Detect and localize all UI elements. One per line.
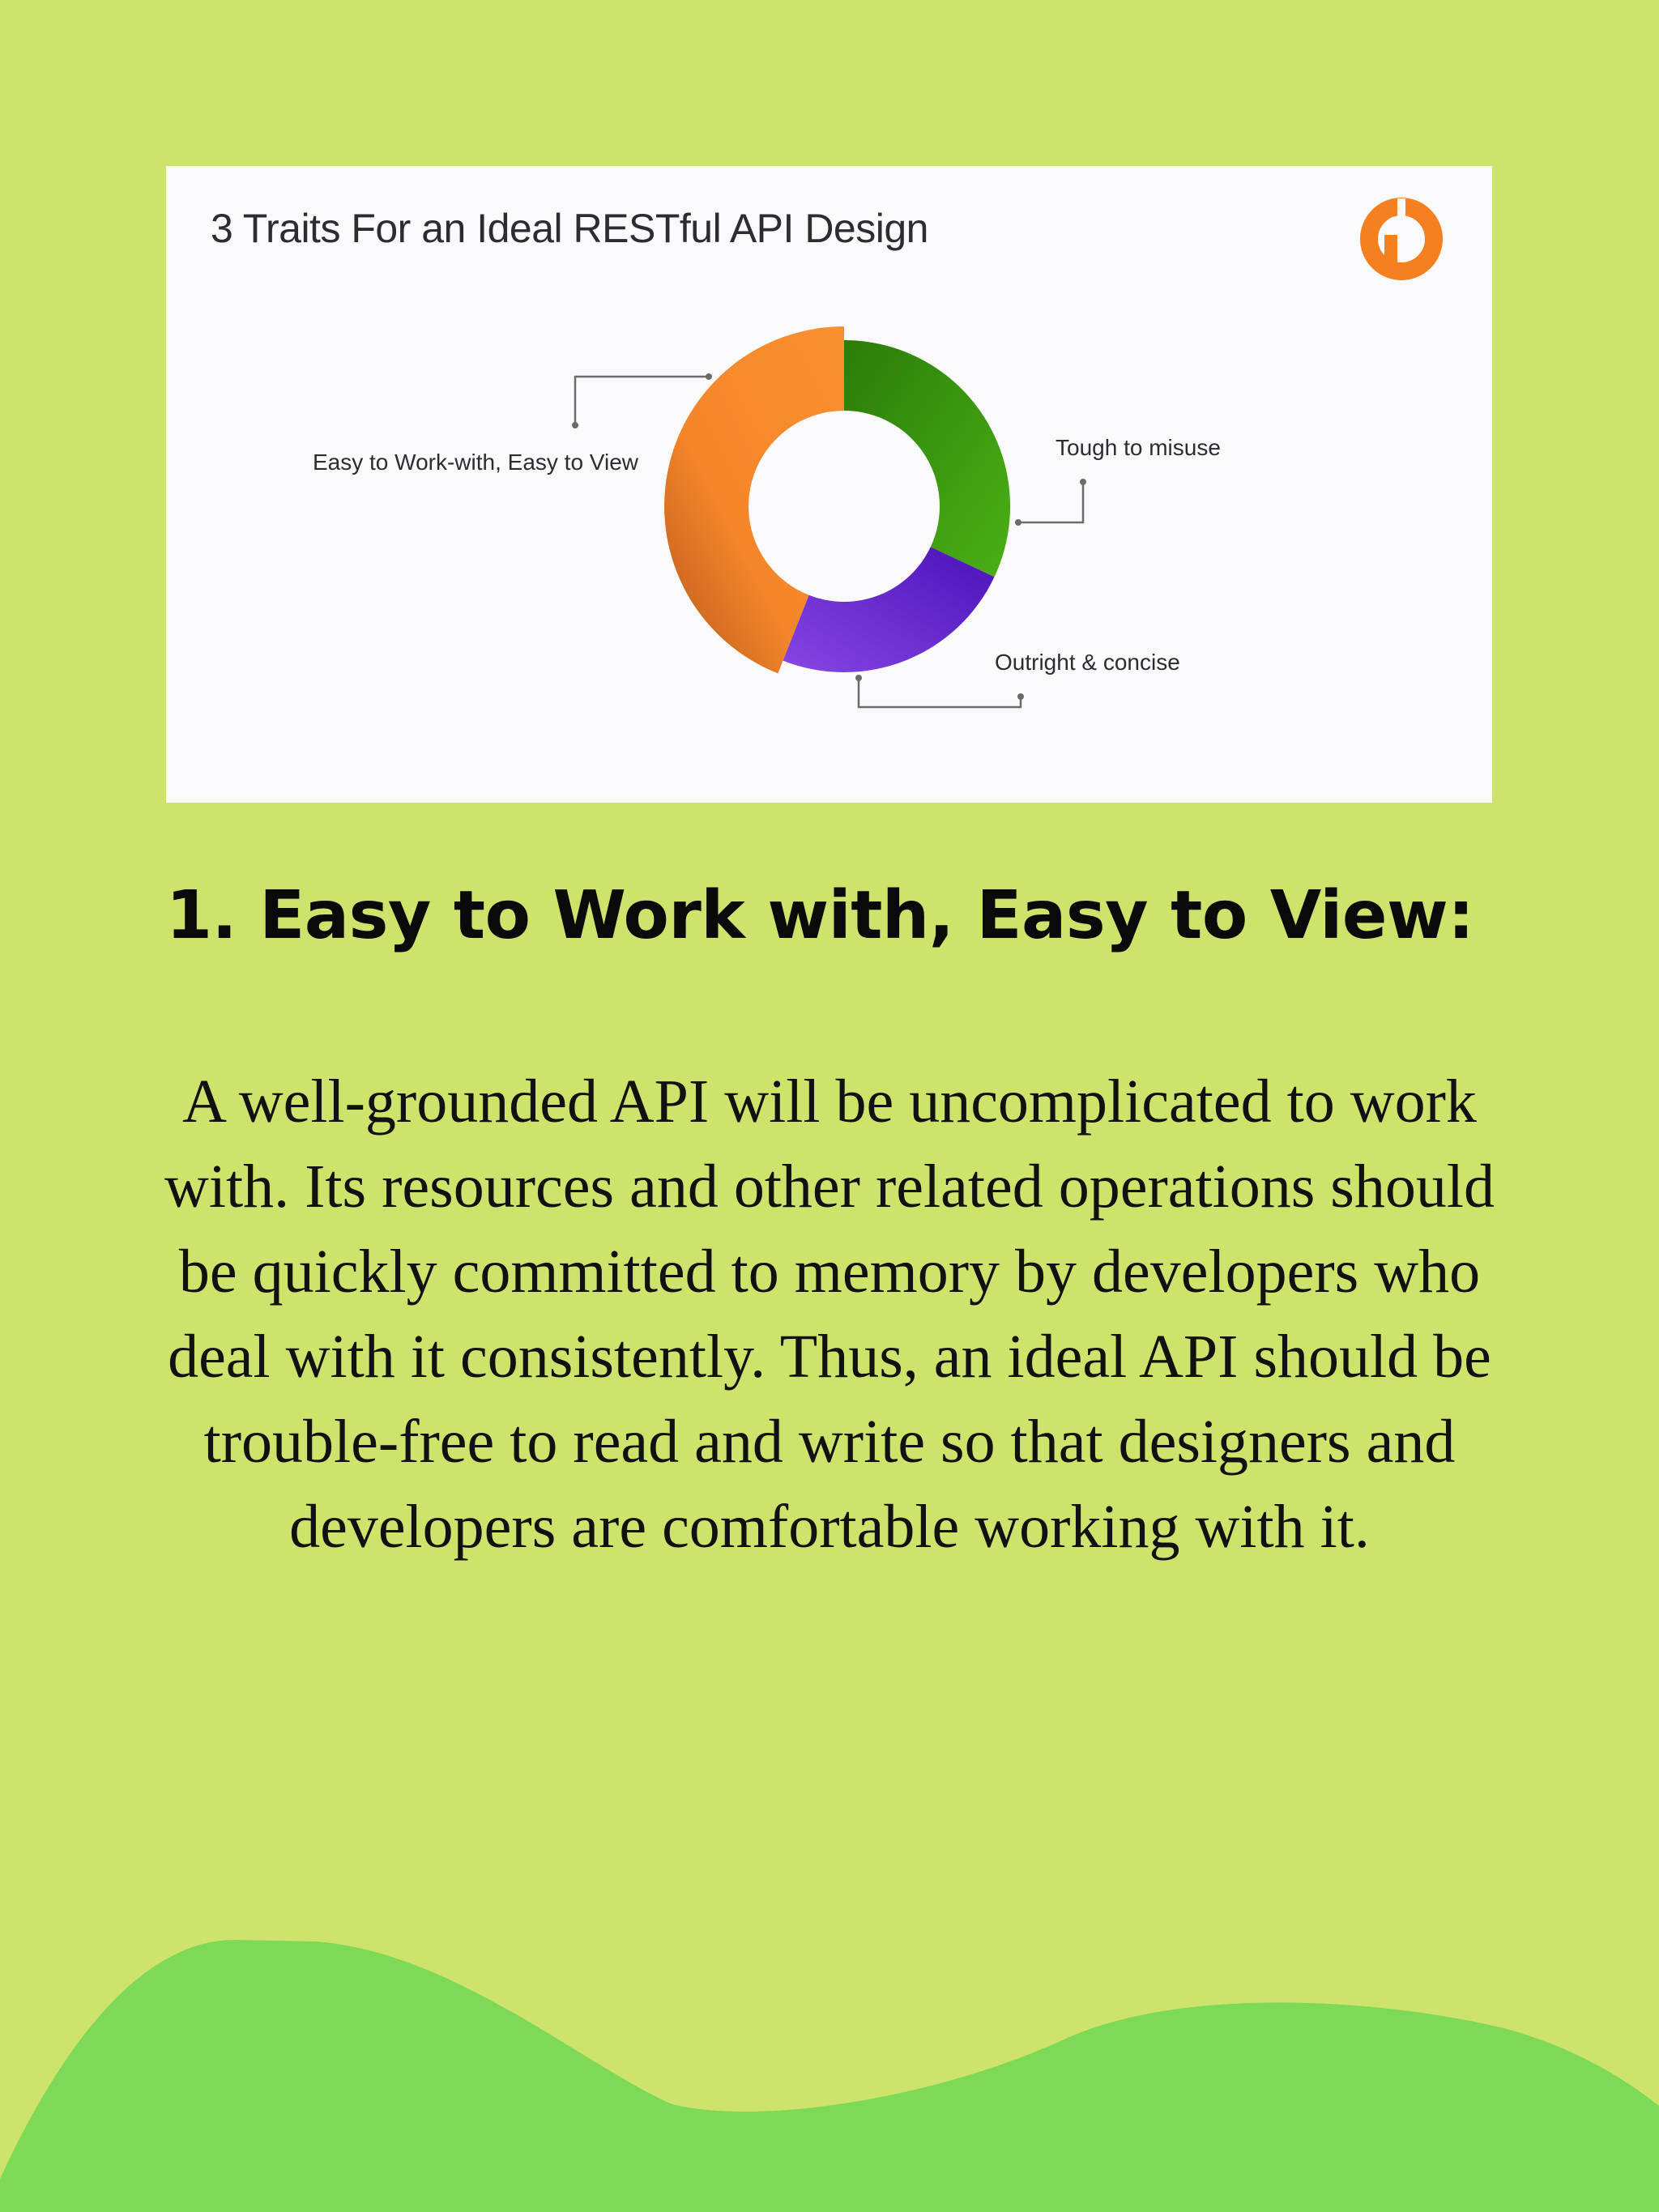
section-heading: 1. Easy to Work with, Easy to View: — [166, 877, 1474, 954]
chart-card — [166, 166, 1492, 803]
slice-label-outright: Outright & concise — [995, 650, 1180, 675]
slice-label-tough: Tough to misuse — [1056, 435, 1221, 460]
slice-label-easy: Easy to Work-with, Easy to View — [313, 450, 638, 475]
chart-title: 3 Traits For an Ideal RESTful API Design — [211, 206, 928, 251]
donut-chart — [166, 166, 1492, 803]
slice-tough-to-misuse — [844, 340, 1010, 577]
slice-outright-concise — [783, 547, 995, 672]
body-paragraph: A well-grounded API will be uncomplicated to work with. Its resources and other related operations should be quickly committed to memory by developers who deal with it consistently. Thus, an ideal API should be trouble-free to read and write so that designers and developers are comfortable working with it. — [164, 1068, 1495, 1561]
